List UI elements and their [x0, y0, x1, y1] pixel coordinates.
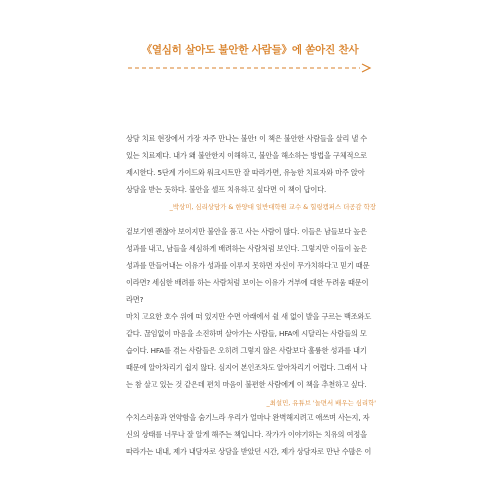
ornamental-divider	[126, 62, 374, 74]
review-1-text	[126, 130, 376, 198]
review-2-attribution: _최설민, 유튜브 '놀면서 배우는 심리학'	[266, 399, 376, 407]
text-line: 습이다. HFA를 겪는 사람들은 오히려 그렇지 않은 사람보다 훌륭한 성과를 내기	[126, 346, 367, 355]
text-line: 따라가는 내내, 제가 내담자로 상담을 받았던 시간, 제가 상담자로 만난 수많은 이	[126, 447, 372, 456]
review-3	[126, 409, 376, 460]
review-1-attribution: _박상미, 심리상담가 & 한양대 일반대학원 교수 & 힐링캠퍼스 더공감 학장	[169, 203, 376, 211]
text-line: 때문에 알아차리기 쉽지 않다. 심지어 본인조차도 알아차리기 어렵다. 그래서 나	[126, 363, 367, 372]
text-line: 상담을 받는 듯하다. 불안을 셀프 치유하고 싶다면 이 책이 답이다.	[126, 185, 327, 194]
review-1	[126, 130, 376, 213]
text-line: 이라면? 세심한 배려를 하는 사람처럼 보이는 이유가 거부에 대한 두려움 때문이	[126, 278, 369, 287]
text-line: 성과를 내고, 남들을 세심하게 배려하는 사람처럼 보인다. 그렇지만 이들이 높은	[126, 244, 367, 253]
text-line: 수치스러움과 연약함을 숨기느라 우리가 얼마나 완벽해지려고 애쓰며 사는지, 자	[126, 413, 370, 422]
text-line: 는 참 살고 있는 것 같은데 편치 마음이 불편한 사람에게 이 책을 추천하고 싶다.	[126, 380, 367, 389]
text-line: 라면?	[126, 295, 144, 304]
text-line: 있는 치료제다. 내가 왜 불안한지 이해하고, 불안을 해소하는 방법을 구체적으로	[126, 151, 367, 160]
text-line: 성과를 만들어내는 이유가 성과를 이루지 못하면 자신이 무가치하다고 믿기 때문	[126, 261, 370, 270]
text-line: 신의 상태를 너무나 잘 알게 해주는 책입니다. 작가가 이야기하는 치유의 여정을	[126, 430, 367, 439]
review-3-text	[126, 409, 376, 460]
text-line: 제시한다. 5단계 가이드와 워크시트만 잘 따라가면, 유능한 치료자와 마주 앉아	[126, 168, 365, 177]
text-line: 겉보기엔 괜찮아 보이지만 불안을 품고 사는 사람이 많다. 이들은 남들보다 높은	[126, 227, 367, 236]
review-2-text	[126, 223, 376, 393]
text-line: 마치 고요한 호수 위에 떠 있지만 수면 아래에서 쉴 새 없이 발을 구르는 백조와도	[126, 312, 372, 321]
review-2	[126, 223, 376, 409]
page-title: 《열심히 살아도 불안한 사람들》에 쏟아진 찬사	[141, 44, 359, 56]
text-line: 같다. 끊임없이 마음을 소진하며 살아가는 사람들, HFA에 시달리는 사람들의 모	[126, 329, 367, 338]
text-line: 상담 치료 현장에서 가장 자주 만나는 불안! 이 책은 불안한 사람들을 살리 낼 수	[126, 134, 368, 143]
